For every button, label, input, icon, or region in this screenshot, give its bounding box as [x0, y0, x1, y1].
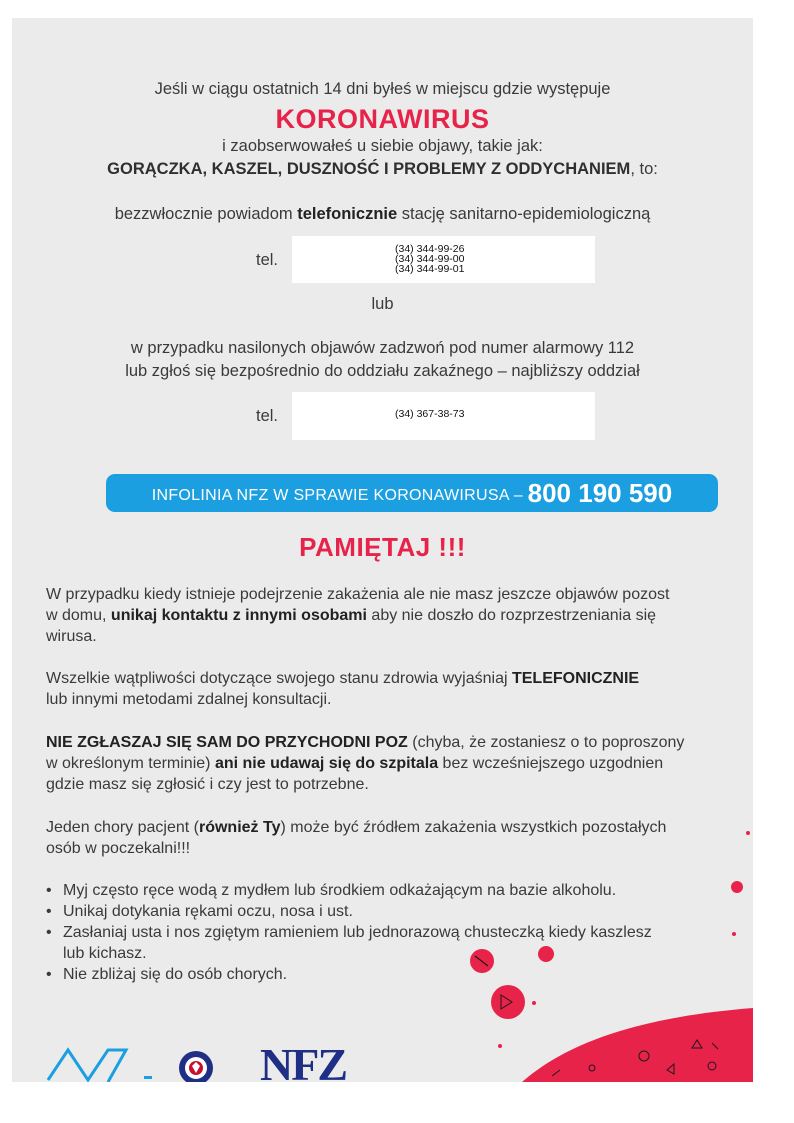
ministry-logo-dash: [144, 1076, 152, 1079]
severe-line-2: lub zgłoś się bezpośrednio do oddziału zakaźnego – najbliższy oddział: [125, 362, 640, 380]
phone2-label: tel.: [256, 407, 279, 425]
remember-title: PAMIĘTAJ !!!: [299, 532, 466, 562]
infoline-label: INFOLINIA NFZ W SPRAWIE KORONAWIRUSA –: [151, 487, 528, 504]
sanepid-emblem: [178, 1048, 214, 1082]
list-item: [46, 964, 753, 985]
p1-line-1: W przypadku kiedy istnieje podejrzenie zakażenia ale nie masz jeszcze objawów pozost: [46, 586, 670, 603]
bullet-icon: •: [46, 903, 52, 920]
tip-text: Unikaj dotykania rękami oczu, nosa i ust.: [63, 903, 353, 920]
p3-line-2-suffix: bez wcześniejszego uzgodnien: [438, 755, 664, 772]
p2-line-2: lub innymi metodami zdalnej konsultacji.: [46, 691, 332, 708]
p4-line-1-suffix: ) może być źródłem zakażenia wszystkich pozostałych: [280, 819, 667, 836]
phone1-number-3: (34) 344-99-01: [395, 263, 465, 275]
list-item: [46, 880, 753, 901]
decor-corner-wave: [522, 1008, 753, 1082]
p4-line-1-bold: również Ty: [198, 819, 281, 836]
phone1-label: tel.: [256, 251, 279, 269]
ministry-logo: [46, 1046, 156, 1082]
tip-text: Nie zbliżaj się do osób chorych.: [63, 966, 288, 983]
phone2-number: (34) 367-38-73: [395, 408, 465, 420]
decor-dot-2: [746, 831, 750, 835]
phone1-number-1: (34) 344-99-26: [395, 243, 465, 255]
decor-dot-5: [498, 1044, 502, 1048]
p1-line-2-prefix: w domu,: [46, 607, 111, 624]
p2-line-1-prefix: Wszelkie wątpliwości dotyczące swojego stanu zdrowia wyjaśniaj: [46, 670, 512, 687]
bullet-icon: •: [46, 882, 52, 899]
nfz-logo: NFZ: [260, 1039, 346, 1082]
notify-suffix: stację sanitarno-epidemiologiczną: [397, 205, 651, 223]
bullet-icon: •: [46, 966, 52, 983]
list-item: [46, 922, 753, 943]
p1-line-2-bold: unikaj kontaktu z innymi osobami: [110, 607, 367, 624]
tip-text: Zasłaniaj usta i nos zgiętym ramieniem lub jednorazową chusteczką kiedy kaszlesz: [63, 924, 652, 941]
bullet-icon: •: [46, 924, 52, 941]
phone1-number-2: (34) 344-99-00: [395, 253, 465, 265]
p3-line-1-bold: NIE ZGŁASZAJ SIĘ SAM DO PRZYCHODNI POZ: [46, 734, 408, 751]
p2-line-1-bold: TELEFONICZNIE: [511, 670, 640, 687]
notify-bold: telefonicznie: [297, 205, 398, 223]
p3-line-3: gdzie masz się zgłosić i czy jest to potrzebne.: [46, 776, 369, 793]
ministry-logo-mark: [48, 1050, 126, 1082]
or-text: lub: [371, 295, 394, 313]
p3-line-2-prefix: w określonym terminie): [46, 755, 215, 772]
severe-line-1: w przypadku nasilonych objawów zadzwoń pod numer alarmowy 112: [130, 339, 635, 357]
infoline-number: 800 190 590: [527, 478, 673, 508]
list-item-continuation: [46, 943, 753, 964]
p4-line-1-prefix: Jeden chory pacjent (: [46, 819, 199, 836]
p1-line-3: wirusa.: [46, 628, 97, 645]
notify-prefix: bezzwłocznie powiadom: [114, 205, 298, 223]
p4-line-2: osób w poczekalni!!!: [46, 840, 191, 857]
tip-text: lub kichasz.: [63, 945, 147, 962]
p3-line-2-bold: ani nie udawaj się do szpitala: [214, 755, 439, 772]
tip-text: Myj często ręce wodą z mydłem lub środkiem odkażającym na bazie alkoholu.: [63, 882, 617, 899]
tips-list: [46, 880, 753, 985]
intro-line-2: i zaobserwowałeś u siebie objawy, takie jak:: [222, 137, 543, 155]
decor-blob-3: [491, 985, 525, 1019]
list-item: [46, 901, 753, 922]
poster: [12, 18, 753, 1082]
symptoms-text: GORĄCZKA, KASZEL, DUSZNOŚĆ I PROBLEMY Z ODDYCHANIEM: [107, 160, 631, 178]
headline-koronawirus: KORONAWIRUS: [275, 104, 490, 134]
decor-dot-4: [532, 1001, 536, 1005]
p1-line-2-suffix: aby nie doszło do rozprzestrzeniania się: [366, 607, 657, 624]
symptoms-suffix: , to:: [630, 160, 658, 178]
p3-line-1-suffix: (chyba, że zostaniesz o to poproszony: [407, 734, 685, 751]
intro-line-1: Jeśli w ciągu ostatnich 14 dni byłeś w miejscu gdzie występuje: [154, 80, 611, 98]
